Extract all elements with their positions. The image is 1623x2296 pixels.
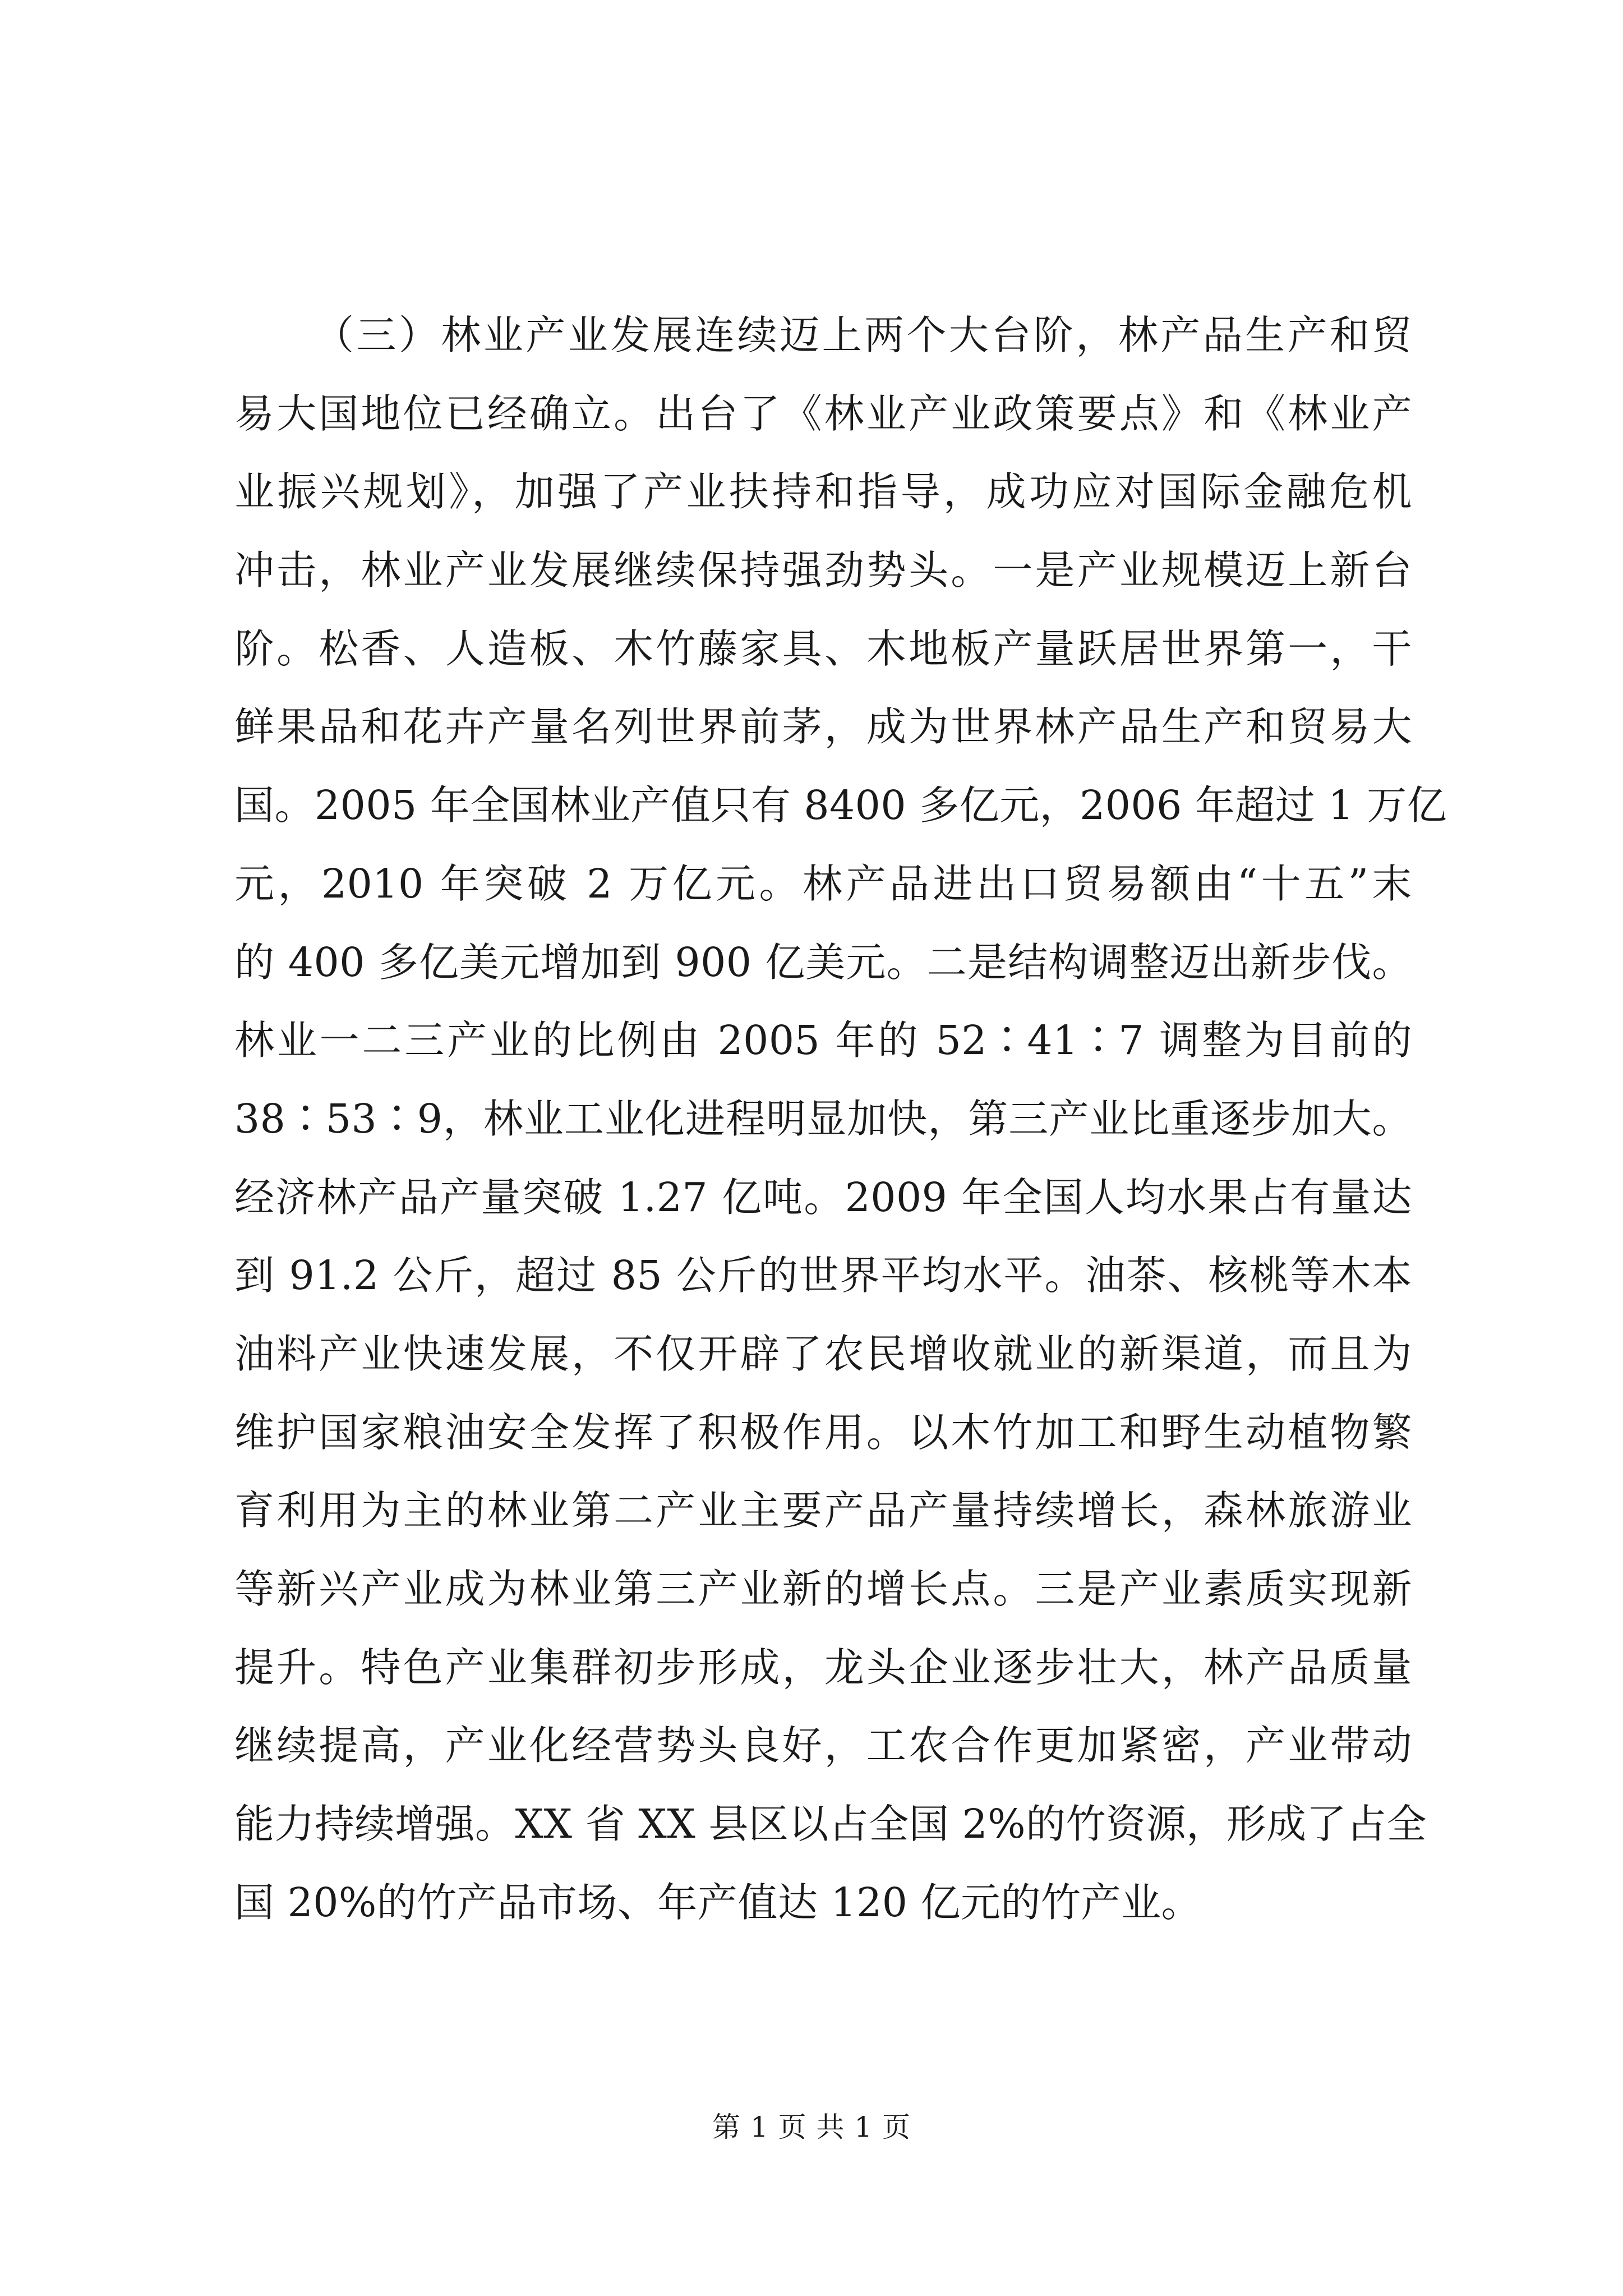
text-line: 元，2010 年突破 2 万亿元。林产品进出口贸易额由“十五”末 [234, 860, 1412, 907]
text-line: 的 400 多亿美元增加到 900 亿美元。二是结构调整迈出新步伐。 [234, 938, 1412, 986]
text-line: 国 20%的竹产品市场、年产值达 120 亿元的竹产业。 [234, 1879, 1202, 1926]
text-line: 继续提高，产业化经营势头良好，工农合作更加紧密，产业带动 [234, 1722, 1412, 1769]
text-line: 育利用为主的林业第二产业主要产品产量持续增长，森林旅游业 [234, 1487, 1412, 1534]
text-line: 易大国地位已经确立。出台了《林业产业政策要点》和《林业产 [234, 390, 1412, 437]
text-line: 能力持续增强。XX 省 XX 县区以占全国 2%的竹资源，形成了占全 [234, 1801, 1427, 1848]
text-line: 经济林产品产量突破 1.27 亿吨。2009 年全国人均水果占有量达 [234, 1174, 1412, 1221]
text-line: 林业一二三产业的比例由 2005 年的 52∶41∶7 调整为目前的 [234, 1017, 1412, 1064]
text-line: 鲜果品和花卉产量名列世界前茅，成为世界林产品生产和贸易大 [234, 703, 1412, 751]
text-line: 维护国家粮油安全发挥了积极作用。以木竹加工和野生动植物繁 [234, 1409, 1412, 1456]
text-line: 油料产业快速发展，不仅开辟了农民增收就业的新渠道，而且为 [234, 1330, 1412, 1377]
text-line: 等新兴产业成为林业第三产业新的增长点。三是产业素质实现新 [234, 1566, 1412, 1612]
text-line: （三）林业产业发展连续迈上两个大台阶，林产品生产和贸 [314, 312, 1412, 358]
body-paragraph [234, 296, 1447, 1941]
text-line: 国。2005 年全国林业产值只有 8400 多亿元，2006 年超过 1 万亿 [234, 782, 1447, 829]
text-line: 冲击，林业产业发展继续保持强劲势头。一是产业规模迈上新台 [234, 547, 1412, 594]
text-line: 提升。特色产业集群初步形成，龙头企业逐步壮大，林产品质量 [234, 1644, 1412, 1691]
text-line: 阶。松香、人造板、木竹藤家具、木地板产量跃居世界第一，干 [234, 625, 1412, 672]
text-line: 业振兴规划》，加强了产业扶持和指导，成功应对国际金融危机 [234, 468, 1412, 516]
page-footer: 第 1 页 共 1 页 [712, 2111, 911, 2143]
text-line: 到 91.2 公斤，超过 85 公斤的世界平均水平。油茶、核桃等木本 [234, 1252, 1412, 1299]
text-line: 38∶53∶9，林业工业化进程明显加快，第三产业比重逐步加大。 [234, 1095, 1412, 1142]
